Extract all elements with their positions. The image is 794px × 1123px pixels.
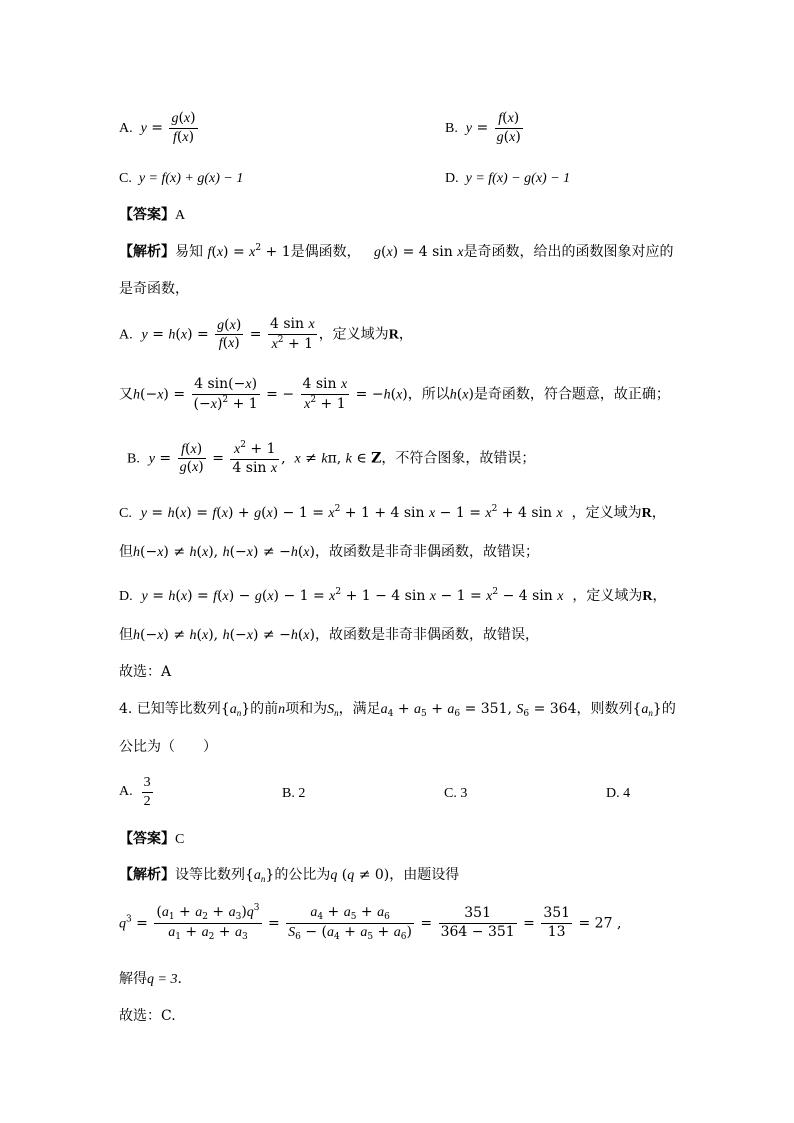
q4-analysis-1: 【解析】设等比数列$\{a_n\}$的公比为q (q ≠ 0)，由题设得 [119, 867, 460, 884]
q4-stem-2: 公比为（ ） [119, 739, 217, 755]
q4-answer-line: 【答案】C [119, 831, 185, 847]
q4-analysis-formula: $q^3$ = $\frac{(a_1 + a_2 + a_3)q^3}{a_1 + a_2 + a_3}$ = $\frac{a_4 + a_5 + a_6}{S_6 - (a_4 + a_5 + a_6)}$ = $\frac{351}{364 - 351}$ = $\frac{351}{13}$ = 27 , [119, 903, 622, 943]
option-d-expr: y = f(x) − g(x) − 1 [465, 171, 571, 186]
choose-line-q3: 故选：A [119, 664, 172, 680]
q4-solve-line: 解得q = 3. [119, 971, 182, 987]
option-c: C. y = f(x) + g(x) − 1 [119, 171, 244, 186]
analysis-a-odd: 又h(−x) = $\frac{4 \sin(-x)}{(-x)^2 + 1}$ = − $\frac{\text{4 sin x}}{x^2 + 1}$ = −h(x)，所以h(x)是奇函数，符合题意，故正确； [119, 376, 670, 412]
q4-option-a: A. $\frac{3}{2}$ [119, 775, 151, 809]
answer-line: 【答案】A [119, 207, 186, 223]
analysis-line-1: 【解析】易知 $f(x) = x^2 + 1$是偶函数， g(x) = 4 sin x是奇函数，给出的函数图象对应的 [119, 243, 674, 260]
analysis-c-2: 但h(−x) ≠ h(x), h(−x) ≠ −h(x)，故函数是非奇非偶函数，故错误； [119, 544, 539, 560]
q4-option-b: B. 2 [282, 786, 306, 801]
analysis-c: C. $y = h(x) = f(x) + g(x) - 1 = x^2 + 1 + 4$ $\sin x - 1 = x^2 + 4$ sin x ，定义域为R， [119, 504, 666, 521]
q4-option-d: D. 4 [606, 786, 631, 801]
analysis-b: B. y = $\frac{f(x)}{g(x)}$ = $\frac{x^2 + 1}{\text{4 sin x}}$ , x ≠ kπ, k ∈ Z，不符合图象，故错误； [127, 440, 536, 476]
analysis-line-2: 是奇函数， [119, 281, 189, 297]
option-d: D. y = f(x) − g(x) − 1 [445, 171, 571, 186]
q4-choose-line: 故选：C. [119, 1008, 176, 1024]
fraction-f-over-g: $\frac{f(x)}{g(x)}$ [496, 110, 521, 145]
option-a: A. y = $\frac{g(x)}{f(x)}$ [119, 110, 196, 145]
analysis-a: A. y = h(x) = $\frac{g(x)}{f(x)}$ = $\frac{\text{4 sin x}}{x^2 + 1}$ ，定义域为R， [119, 316, 413, 352]
fraction-g-over-f: $\frac{g(x)}{f(x)}$ [171, 110, 196, 145]
analysis-d: D. $y = h(x) = f(x) - g(x) - 1 = x^2 + 1 - 4$ $\sin x - 1 = x^2 - 4$ sin x ，定义域为R， [119, 587, 667, 604]
option-b: B. y = $\frac{f(x)}{g(x)}$ [445, 110, 521, 145]
q4-stem: 4. 已知等比数列$\{a_n\}$的前n项和为$S_n$，满足$a_4 + a_5 + a_6 = 351$, $S_6 = 364$，则数列$\{a_n\}$的 [119, 701, 676, 719]
analysis-d-2: 但h(−x) ≠ h(x), h(−x) ≠ −h(x)，故函数是非奇非偶函数，故错误， [119, 627, 539, 643]
option-c-expr: y = f(x) + g(x) − 1 [138, 171, 244, 186]
q4-option-c: C. 3 [444, 786, 468, 801]
